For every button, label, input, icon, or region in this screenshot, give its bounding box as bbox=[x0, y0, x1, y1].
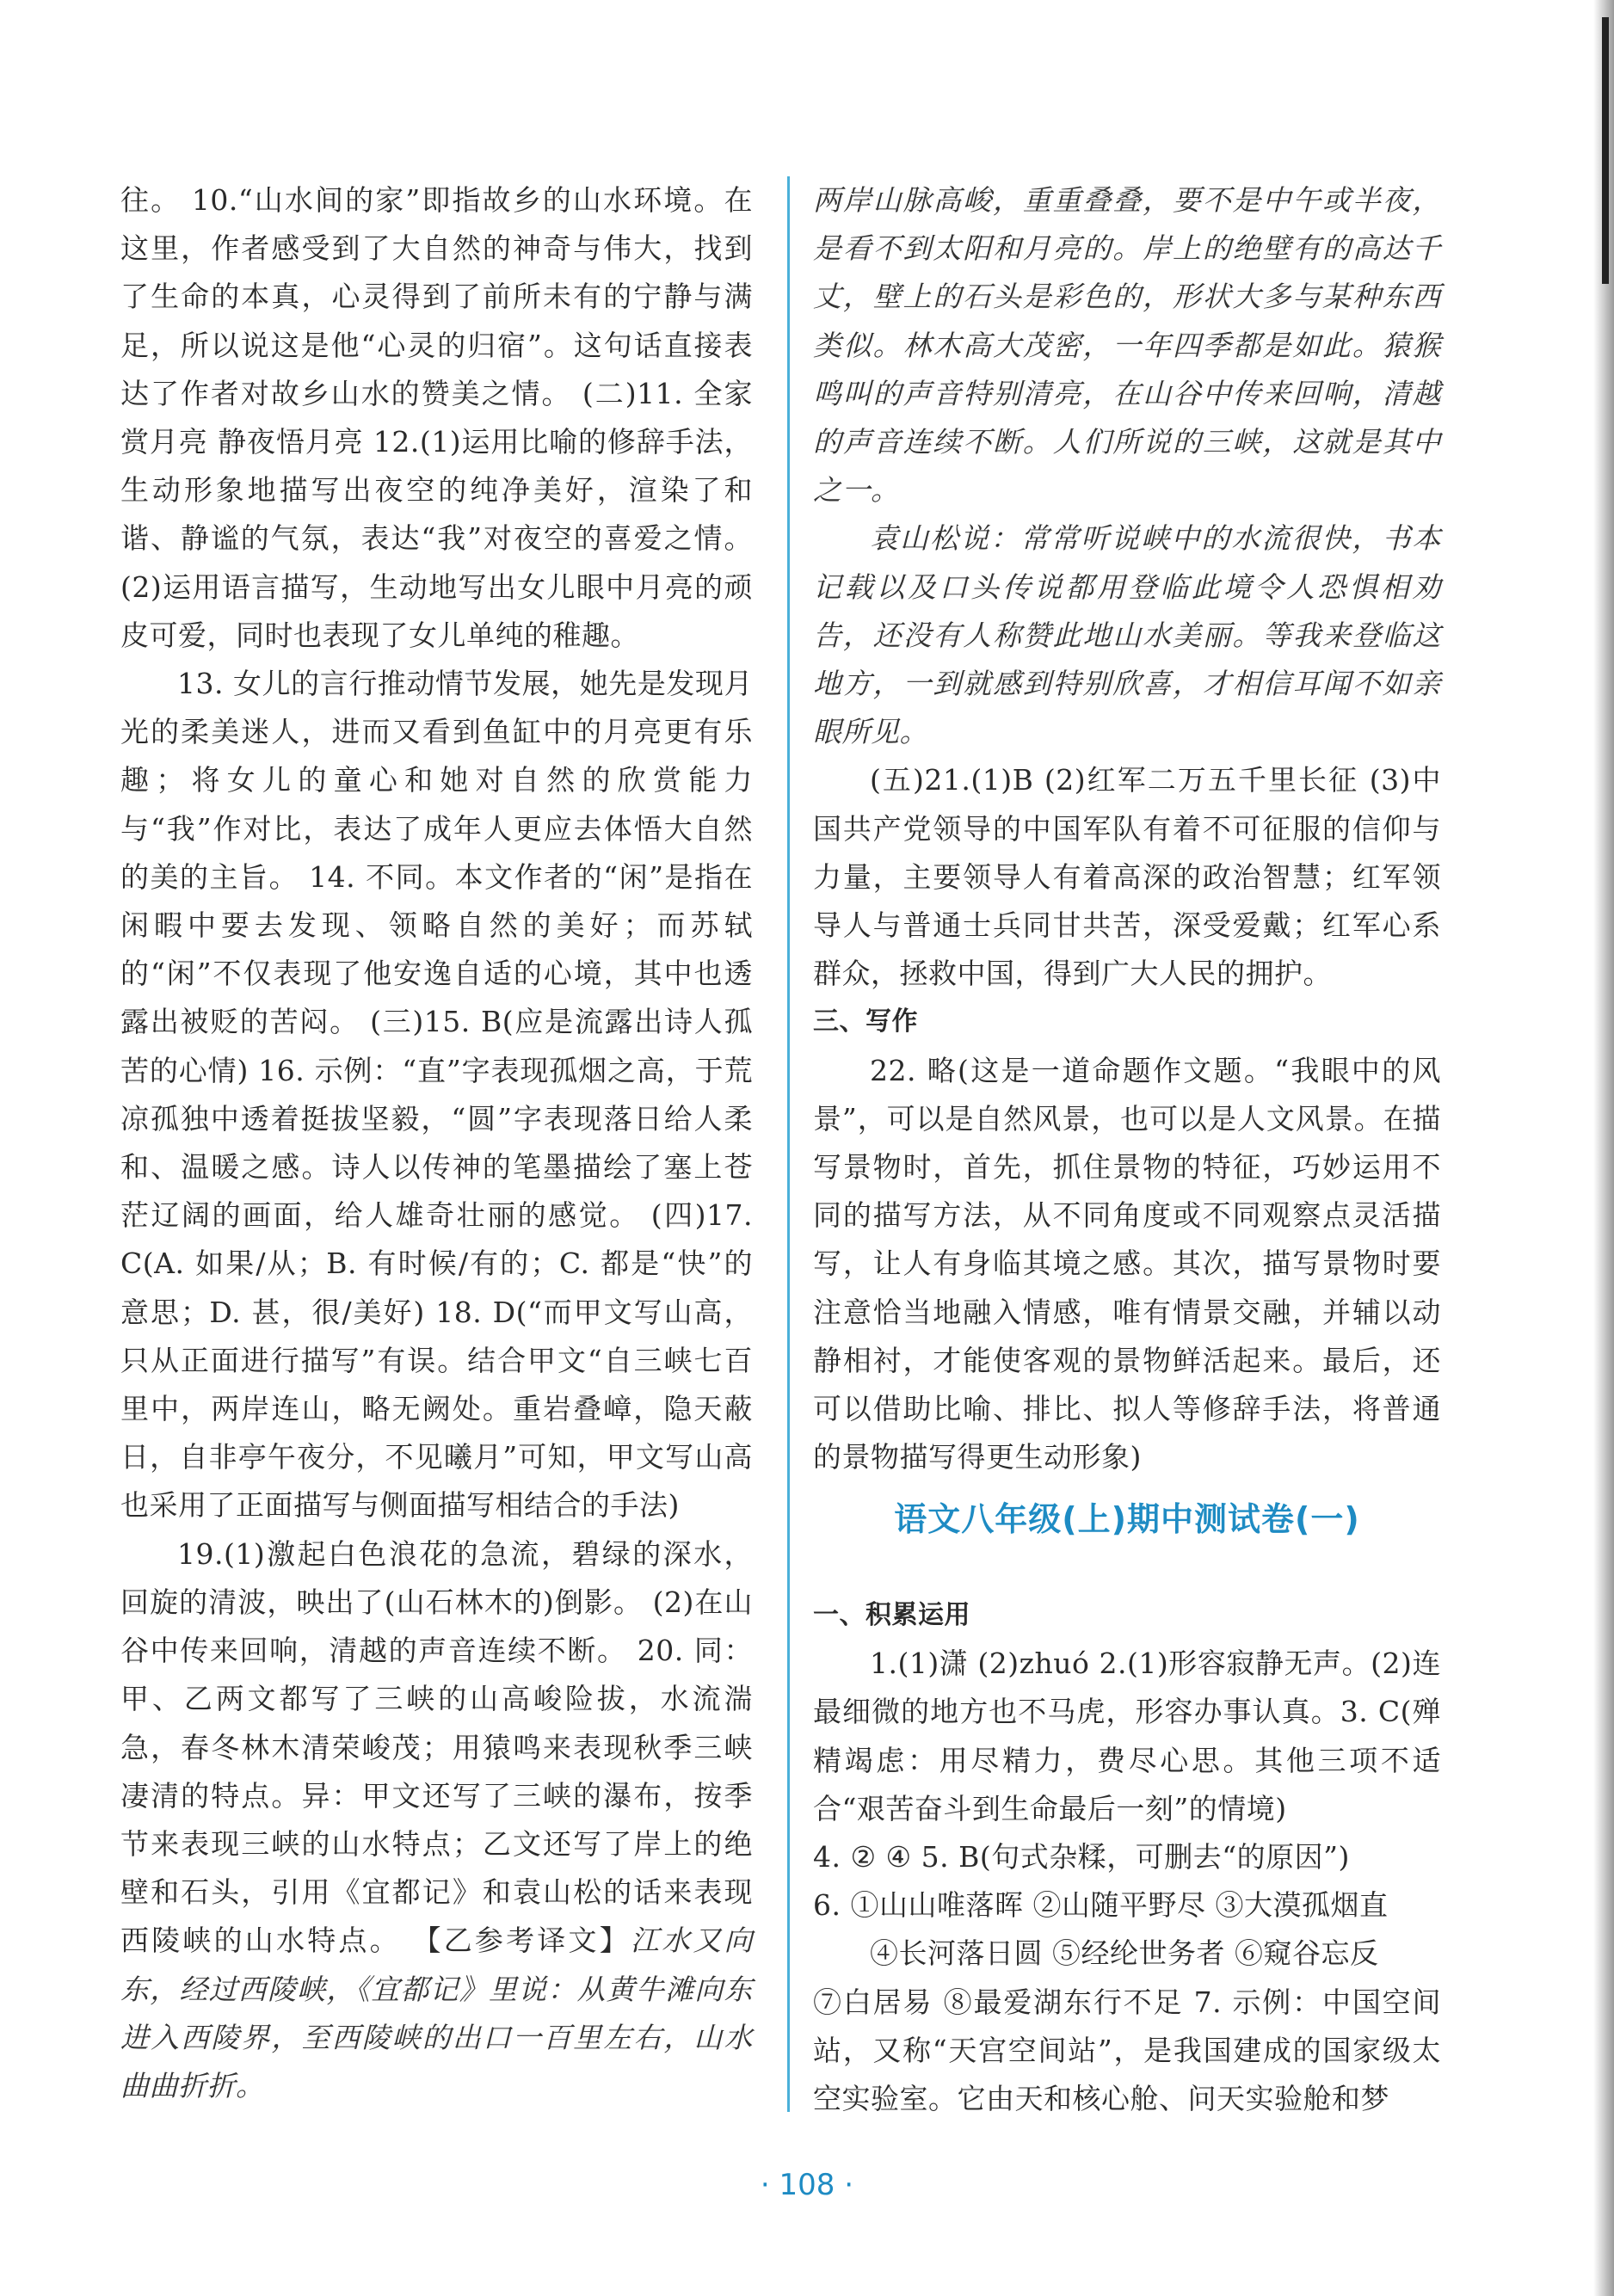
right-paragraph-3: (五)21.(1)B (2)红军二万五千里长征 (3)中国共产党领导的中国军队有着不可征服的信仰与力量，主要领导人有着高深的政治智慧；红军领导人与普通士兵同甘共苦，深受爱戴；红军心系群众，拯救中国，得到广大人民的拥护。 bbox=[813, 763, 1441, 991]
right-paragraph-4: 22. 略(这是一道命题作文题。“我眼中的风景”，可以是自然风景，也可以是人文风景。在描写景物时，首先，抓住景物的特征，巧妙运用不同的描写方法，从不同角度或不同观察点灵活描写，让人有身临其境之感。其次，描写景物时要注意恰当地融入情感，唯有情景交融，并辅以动静相衬，才能使客观的景物鲜活起来。最后，还可以借助比喻、排比、拟人等修辞手法，将普通的景物描写得更生动形象) bbox=[813, 1053, 1441, 1474]
page-number: · 108 · bbox=[760, 2168, 854, 2202]
exam-paragraph-3: 6. ①山山唯落晖 ②山随平野尽 ③大漠孤烟直 bbox=[813, 1888, 1389, 1923]
binding-mark bbox=[1602, 17, 1609, 284]
exam-title: 语文八年级(上)期中测试卷(一) bbox=[894, 1500, 1360, 1538]
left-paragraph-2: 13. 女儿的言行推动情节发展，她先是发现月光的柔美迷人，进而又看到鱼缸中的月亮更有乐趣；将女儿的童心和她对自然的欣赏能力与“我”作对比，表达了成年人更应去体悟大自然的美的主旨。 14. 不同。本文作者的“闲”是指在闲暇中要去发现、领略自然的美好；而苏轼的“闲”不仅表现了他安逸自适的心境，其中也透露出被贬的苦闷。 (三)15. B(应是流露出诗人孤苦的心情) 16. 示例：“直”字表现孤烟之高，于荒凉孤独中透着挺拔坚毅，“圆”字表现落日给人柔和、温暖之感。诗人以传神的笔墨描绘了塞上苍茫辽阔的画面，给人雄奇壮丽的感觉。 (四)17. C(A. 如果/从；B. 有时候/有的；C. 都是“快”的意思；D. 甚，很/美好) 18. D(“而甲文写山高，只从正面进行描写”有误。结合甲文“自三峡七百里中，两岸连山，略无阙处。重岩叠嶂，隐天蔽日，自非亭午夜分，不见曦月”可知，甲文写山高也采用了正面描写与侧面描写相结合的手法) bbox=[120, 667, 753, 1523]
exam-paragraph-4: ④长河落日圆 ⑤经纶世务者 ⑥窥谷忘反 bbox=[870, 1936, 1379, 1971]
exam-paragraph-1: 1.(1)潇 (2)zhuó 2.(1)形容寂静无声。(2)连最细微的地方也不马虎，形容办事认真。3. C(殚精竭虑：用尽精力，费尽心思。其他三项不适合“艰苦奋斗到生命最后一刻”的情境) bbox=[813, 1647, 1441, 1825]
right-paragraph-1: 两岸山脉高峻，重重叠叠，要不是中午或半夜，是看不到太阳和月亮的。岸上的绝壁有的高达千丈，壁上的石头是彩色的，形状大多与某种东西类似。林木高大茂密，一年四季都是如此。猿猴鸣叫的声音特别清亮，在山谷中传来回响，清越的声音连续不断。人们所说的三峡，这就是其中之一。 bbox=[813, 183, 1441, 508]
translation-label: 【乙参考译文】 bbox=[412, 1924, 631, 1958]
left-paragraph-3-text: 19.(1)激起白色浪花的急流，碧绿的深水，回旋的清波，映出了(山石林木的)倒影。 (2)在山谷中传来回响，清越的声音连续不断。 20. 同：甲、乙两文都写了三峡的山高峻险拔，水流湍急，春冬林木清荣峻茂；用猿鸣来表现秋季三峡凄清的特点。异：甲文还写了三峡的瀑布，按季节来表现三峡的山水特点；乙文还写了岸上的绝壁和石头，引用《宜都记》和袁山松的话来表现西陵峡的山水特点。 bbox=[120, 1536, 753, 1958]
column-divider bbox=[787, 176, 790, 2112]
right-paragraph-2: 袁山松说：常常听说峡中的水流很快，书本记载以及口头传说都用登临此境令人恐惧相劝告，还没有人称赞此地山水美丽。等我来登临这地方，一到就感到特别欣喜，才相信耳闻不如亲眼所见。 bbox=[813, 521, 1441, 749]
exam-paragraph-5: ⑦白居易 ⑧最爱湖东行不足 7. 示例：中国空间站，又称“天宫空间站”，是我国建成的国家级太空实验室。它由天和核心舱、问天实验舱和梦 bbox=[813, 1985, 1441, 2116]
left-paragraph-1: 往。 10.“山水间的家”即指故乡的山水环境。在这里，作者感受到了大自然的神奇与伟大，找到了生命的本真，心灵得到了前所未有的宁静与满足，所以说这是他“心灵的归宿”。这句话直接表达了作者对故乡山水的赞美之情。 (二)11. 全家赏月亮 静夜悟月亮 12.(1)运用比喻的修辞手法，生动形象地描写出夜空的纯净美好，渲染了和谐、静谧的气氛，表达“我”对夜空的喜爱之情。 (2)运用语言描写，生动地写出女儿眼中月亮的顽皮可爱，同时也表现了女儿单纯的稚趣。 bbox=[120, 183, 753, 652]
section-heading-accumulation: 一、积累运用 bbox=[813, 1600, 970, 1630]
binding-edge bbox=[1593, 0, 1614, 2296]
left-column bbox=[120, 176, 753, 2110]
left-paragraph-3 bbox=[120, 1530, 753, 2110]
section-heading-writing: 三、写作 bbox=[813, 1006, 918, 1037]
exam-column bbox=[813, 1591, 1441, 2123]
translation-text: 江水又向东，经过西陵峡，《宜都记》里说：从黄牛滩向东进入西陵界，至西陵峡的出口一百里左右，山水曲曲折折。 bbox=[120, 1924, 754, 2102]
right-column bbox=[813, 176, 1441, 1481]
exam-paragraph-2: 4. ② ④ 5. B(句式杂糅，可删去“的原因”) bbox=[813, 1840, 1350, 1874]
